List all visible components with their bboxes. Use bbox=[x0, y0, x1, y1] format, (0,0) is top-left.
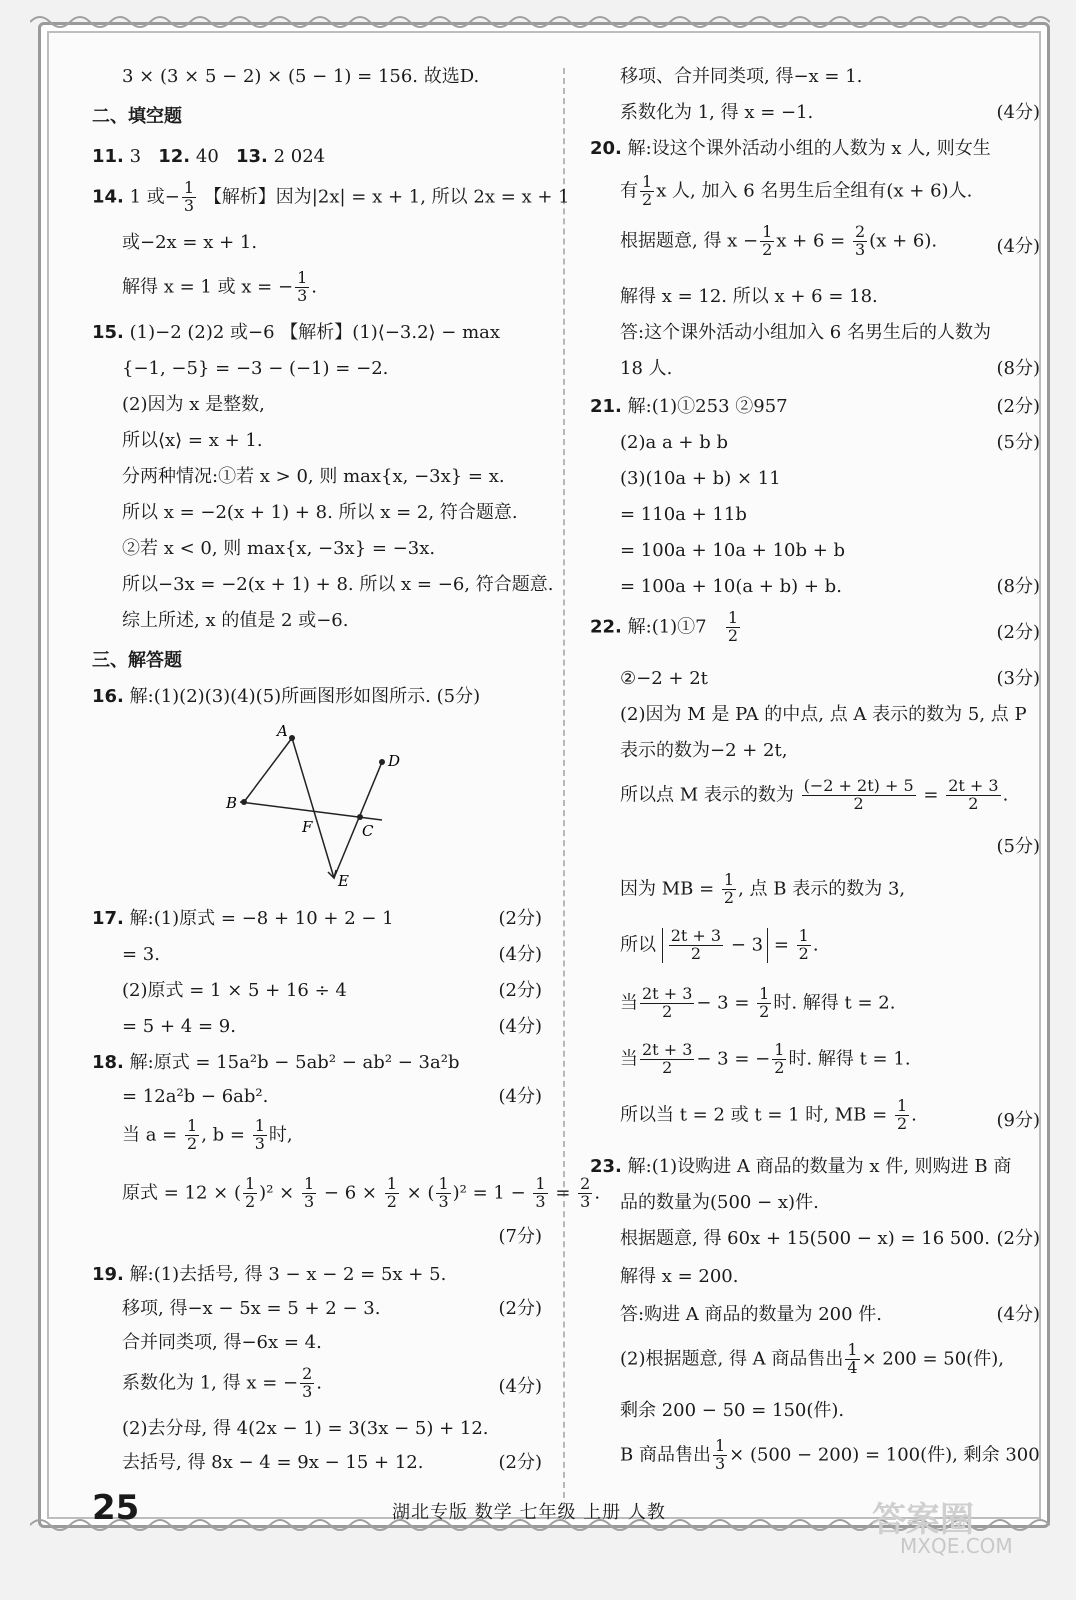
q23-line3: 根据题意, 得 60x + 15(500 − x) = 16 500. bbox=[620, 1228, 990, 1249]
score: (4分) bbox=[996, 1304, 1040, 1325]
q22-line6: 因为 MB = $\frac{1}{2}$ , 点 B 表示的数为 3, bbox=[620, 870, 906, 907]
text: (1)−2 (2)2 或−6 【解析】(1)⟨−3.2⟩ − max bbox=[129, 322, 501, 343]
q17-line2: = 3. bbox=[122, 944, 160, 965]
q-number: 23. bbox=[590, 1156, 622, 1177]
q-number: 15. bbox=[92, 322, 124, 343]
text: 解:(1)(2)(3)(4)(5)所画图形如图所示. (5分) bbox=[129, 686, 481, 707]
q22-line10: 所以当 t = 2 或 t = 1 时, MB = $\frac{1}{2}$ . bbox=[620, 1096, 917, 1133]
fraction: $\frac{1}{2}$ bbox=[798, 926, 809, 963]
label-c: C bbox=[362, 822, 374, 840]
q22-line8: 当 $\frac{2t + 3}{2}$ − 3 = $\frac{1}{2}$ 时. 解得 t = 2. bbox=[620, 984, 896, 1021]
q22-line2: ②−2 + 2t bbox=[620, 668, 708, 689]
q20-line1: 20. 解:设这个课外活动小组的人数为 x 人, 则女生 bbox=[590, 138, 991, 159]
label-e: E bbox=[338, 872, 349, 890]
q18-line2: = 12a²b − 6ab². bbox=[122, 1086, 269, 1107]
q23-line1: 23. 解:(1)设购进 A 商品的数量为 x 件, 则购进 B 商 bbox=[590, 1156, 1012, 1177]
q15-line2: {−1, −5} = −3 − (−1) = −2. bbox=[122, 358, 389, 379]
point-d bbox=[379, 759, 385, 765]
score: (2分) bbox=[996, 1228, 1040, 1249]
fraction: $\frac{2t + 3}{2}$ bbox=[642, 984, 693, 1021]
watermark-url: MXQE.COM bbox=[900, 1534, 1013, 1558]
score: (4分) bbox=[498, 944, 542, 965]
fraction: $\frac{1}{2}$ bbox=[187, 1116, 198, 1153]
fraction: $\frac{1}{3}$ bbox=[535, 1174, 546, 1211]
fraction: $\frac{1}{3}$ bbox=[183, 178, 195, 215]
fraction: $\frac{(-2 + 2t) + 5}{2}$ bbox=[803, 776, 914, 813]
score: (8分) bbox=[996, 576, 1040, 597]
q-number: 20. bbox=[590, 138, 622, 159]
fraction: $\frac{1}{2}$ bbox=[386, 1174, 397, 1211]
geometry-figure bbox=[222, 720, 402, 890]
q15-line8: 所以−3x = −2(x + 1) + 8. 所以 x = −6, 符合题意. bbox=[122, 574, 554, 595]
q22-line1: 22. 解:(1)①7 $\frac{1}{2}$ bbox=[590, 608, 738, 645]
fraction: $\frac{2t + 3}{2}$ bbox=[670, 926, 722, 963]
fraction: $\frac{1}{2}$ bbox=[896, 1096, 908, 1133]
watermark-logo: 答案圈 bbox=[872, 1500, 974, 1540]
r-line1: 移项、合并同类项, 得−x = 1. bbox=[620, 66, 863, 87]
q16-line1 bbox=[92, 686, 480, 708]
answer-value: 40 bbox=[195, 146, 219, 167]
score: (8分) bbox=[996, 358, 1040, 379]
wavy-border-top bbox=[30, 12, 1050, 32]
answer-value: 2 024 bbox=[273, 146, 326, 167]
section-heading-solve: 三、解答题 bbox=[92, 650, 182, 671]
q20-line2: 有 $\frac{1}{2}$ x 人, 加入 6 名男生后全组有(x + 6)人. bbox=[620, 172, 973, 209]
q23-line7: 剩余 200 − 50 = 150(件). bbox=[620, 1400, 845, 1421]
q22-line5: 所以点 M 表示的数为 $\frac{(-2 + 2t) + 5}{2}$ = $\frac{2t + 3}{2}$ . bbox=[620, 776, 1009, 813]
score: (5分) bbox=[996, 836, 1040, 857]
score: (2分) bbox=[996, 622, 1040, 643]
fraction: $\frac{1}{4}$ bbox=[847, 1340, 858, 1377]
q-number: 19. bbox=[92, 1264, 124, 1285]
fraction: $\frac{1}{3}$ bbox=[303, 1174, 315, 1211]
score: (3分) bbox=[996, 668, 1040, 689]
score: (4分) bbox=[498, 1376, 542, 1397]
label-f: F bbox=[302, 818, 313, 836]
q-number: 13. bbox=[235, 146, 268, 167]
q14-line2: 或−2x = x + 1. bbox=[122, 232, 258, 253]
fraction: $\frac{1}{2}$ bbox=[774, 1040, 785, 1077]
q-number: 22. bbox=[590, 616, 622, 638]
q18-line1 bbox=[92, 1052, 459, 1074]
fraction: $\frac{2}{3}$ bbox=[854, 222, 866, 259]
footer-text: 湖北专版 数学 七年级 上册 人教 bbox=[392, 1502, 666, 1523]
column-divider bbox=[563, 68, 565, 1508]
score: (2分) bbox=[498, 1452, 542, 1473]
score: (2分) bbox=[498, 980, 542, 1001]
q17-line1 bbox=[92, 908, 394, 930]
q20-line6: 18 人. bbox=[620, 358, 673, 379]
q-number: 21. bbox=[590, 396, 622, 417]
text: 解得 x = 1 或 x = − bbox=[122, 276, 294, 298]
q22-line3: (2)因为 M 是 PA 的中点, 点 A 表示的数为 5, 点 P bbox=[620, 704, 1027, 725]
q23-line6: (2)根据题意, 得 A 商品售出 $\frac{1}{4}$ × 200 = 50(件), bbox=[620, 1340, 1004, 1377]
q-number: 16. bbox=[92, 686, 124, 707]
point-c bbox=[357, 814, 363, 820]
q18-line4: 原式 = 12 × ( $\frac{1}{2}$ )² × $\frac{1}{3}$ − 6 × $\frac{1}{2}$ × ( $\frac{1}{3}$ )² = 1 − $\frac{1}{3}$ = $\frac{2}{3}$ . bbox=[122, 1174, 601, 1211]
q15-line1 bbox=[92, 322, 500, 344]
fraction: $\frac{2}{3}$ bbox=[580, 1174, 591, 1211]
q-number: 11. bbox=[92, 146, 124, 167]
q19-line2: 移项, 得−x − 5x = 5 + 2 − 3. bbox=[122, 1298, 381, 1319]
q15-line7: ②若 x < 0, 则 max{x, −3x} = −3x. bbox=[122, 538, 436, 559]
score: (9分) bbox=[996, 1110, 1040, 1131]
fraction: $\frac{2t + 3}{2}$ bbox=[948, 776, 999, 813]
q21-line5: = 100a + 10a + 10b + b bbox=[620, 540, 846, 561]
q19-line4: 系数化为 1, 得 x = − $\frac{2}{3}$ . bbox=[122, 1364, 323, 1401]
q15-line6: 所以 x = −2(x + 1) + 8. 所以 x = 2, 符合题意. bbox=[122, 502, 518, 523]
fraction: $\frac{1}{2}$ bbox=[723, 870, 735, 907]
text: 解:(1)去括号, 得 3 − x − 2 = 5x + 5. bbox=[129, 1264, 447, 1285]
score: (4分) bbox=[498, 1086, 542, 1107]
answer-value: 3 bbox=[129, 146, 142, 167]
q19-line5: (2)去分母, 得 4(2x − 1) = 3(3x − 5) + 12. bbox=[122, 1418, 489, 1439]
q15-line9: 综上所述, x 的值是 2 或−6. bbox=[122, 610, 349, 631]
q23-line8: B 商品售出 $\frac{1}{3}$ × (500 − 200) = 100(件), 剩余 300 bbox=[620, 1436, 1040, 1473]
q-number: 12. bbox=[158, 146, 191, 167]
q20-line3: 根据题意, 得 x − $\frac{1}{2}$ x + 6 = $\frac{2}{3}$ (x + 6). bbox=[620, 222, 938, 259]
q15-line5: 分两种情况:①若 x > 0, 则 max{x, −3x} = x. bbox=[122, 466, 505, 487]
q20-line4: 解得 x = 12. 所以 x + 6 = 18. bbox=[620, 286, 878, 307]
label-a: A bbox=[277, 722, 288, 740]
q19-line1 bbox=[92, 1264, 446, 1286]
score: (7分) bbox=[498, 1226, 542, 1247]
score: (4分) bbox=[996, 102, 1040, 123]
q21-line6: = 100a + 10(a + b) + b. bbox=[620, 576, 842, 597]
fraction: $\frac{1}{2}$ bbox=[759, 984, 770, 1021]
text: 【解析】因为|2x| = x + 1, 所以 2x = x + 1 bbox=[203, 186, 570, 208]
fraction: $\frac{1}{2}$ bbox=[642, 172, 653, 209]
q23-line5: 答:购进 A 商品的数量为 200 件. bbox=[620, 1304, 883, 1325]
text: 解:原式 = 15a²b − 5ab² − ab² − 3a²b bbox=[129, 1052, 460, 1073]
fraction: $\frac{2}{3}$ bbox=[302, 1364, 313, 1401]
score: (5分) bbox=[996, 432, 1040, 453]
text: 解:(1)原式 = −8 + 10 + 2 − 1 bbox=[129, 908, 394, 929]
score: (2分) bbox=[996, 396, 1040, 417]
q14-line3: 解得 x = 1 或 x = − $\frac{1}{3}$ . bbox=[122, 268, 317, 305]
score: (2分) bbox=[498, 908, 542, 929]
q19-line3: 合并同类项, 得−6x = 4. bbox=[122, 1332, 322, 1353]
r-line2: 系数化为 1, 得 x = −1. bbox=[620, 102, 814, 123]
q19-line6: 去括号, 得 8x − 4 = 9x − 15 + 12. bbox=[122, 1452, 424, 1473]
q21-line2: (2)a a + b b bbox=[620, 432, 728, 453]
answer-line: 3 × (3 × 5 − 2) × (5 − 1) = 156. 故选D. bbox=[122, 66, 480, 87]
label-b: B bbox=[226, 794, 238, 812]
score: (4分) bbox=[996, 236, 1040, 257]
q17-line4: = 5 + 4 = 9. bbox=[122, 1016, 236, 1037]
answers-11-13 bbox=[92, 146, 325, 168]
score: (4分) bbox=[498, 1016, 542, 1037]
q17-line3: (2)原式 = 1 × 5 + 16 ÷ 4 bbox=[122, 980, 347, 1001]
fraction: $\frac{1}{2}$ bbox=[244, 1174, 256, 1211]
fraction: $\frac{1}{3}$ bbox=[438, 1174, 449, 1211]
score: (2分) bbox=[498, 1298, 542, 1319]
text: 1 或− bbox=[129, 186, 180, 208]
point-a bbox=[289, 735, 295, 741]
fraction: $\frac{2t + 3}{2}$ bbox=[642, 1040, 693, 1077]
point-b bbox=[241, 799, 247, 805]
fraction: $\frac{1}{3}$ bbox=[297, 268, 308, 305]
fraction: $\frac{1}{3}$ bbox=[254, 1116, 265, 1153]
fraction: $\frac{1}{2}$ bbox=[762, 222, 773, 259]
q23-line4: 解得 x = 200. bbox=[620, 1266, 739, 1287]
q20-line5: 答:这个课外活动小组加入 6 名男生后的人数为 bbox=[620, 322, 991, 343]
q14-line1 bbox=[92, 180, 570, 215]
q21-line3: (3)(10a + b) × 11 bbox=[620, 468, 781, 489]
fraction: $\frac{1}{2}$ bbox=[727, 608, 738, 645]
q21-line1: 21. 解:(1)①253 ②957 bbox=[590, 396, 788, 417]
q-number: 18. bbox=[92, 1052, 124, 1073]
q18-line3: 当 a = $\frac{1}{2}$ , b = $\frac{1}{3}$ 时, bbox=[122, 1116, 293, 1153]
q-number: 17. bbox=[92, 908, 124, 929]
q23-line2: 品的数量为(500 − x)件. bbox=[620, 1192, 819, 1213]
label-d: D bbox=[388, 752, 401, 770]
section-heading-fill: 二、填空题 bbox=[92, 106, 182, 127]
q-number: 14. bbox=[92, 186, 124, 208]
q15-line4: 所以⟨x⟩ = x + 1. bbox=[122, 430, 263, 451]
q21-line4: = 110a + 11b bbox=[620, 504, 747, 525]
fraction: $\frac{1}{3}$ bbox=[714, 1436, 726, 1473]
q22-line7: 所以 $\frac{2t + 3}{2}$ − 3 = $\frac{1}{2}$ . bbox=[620, 926, 819, 963]
page-number: 25 bbox=[92, 1488, 140, 1528]
q22-line9: 当 $\frac{2t + 3}{2}$ − 3 = − $\frac{1}{2}$ 时. 解得 t = 1. bbox=[620, 1040, 911, 1077]
q22-line4: 表示的数为−2 + 2t, bbox=[620, 740, 788, 761]
q15-line3: (2)因为 x 是整数, bbox=[122, 394, 265, 415]
